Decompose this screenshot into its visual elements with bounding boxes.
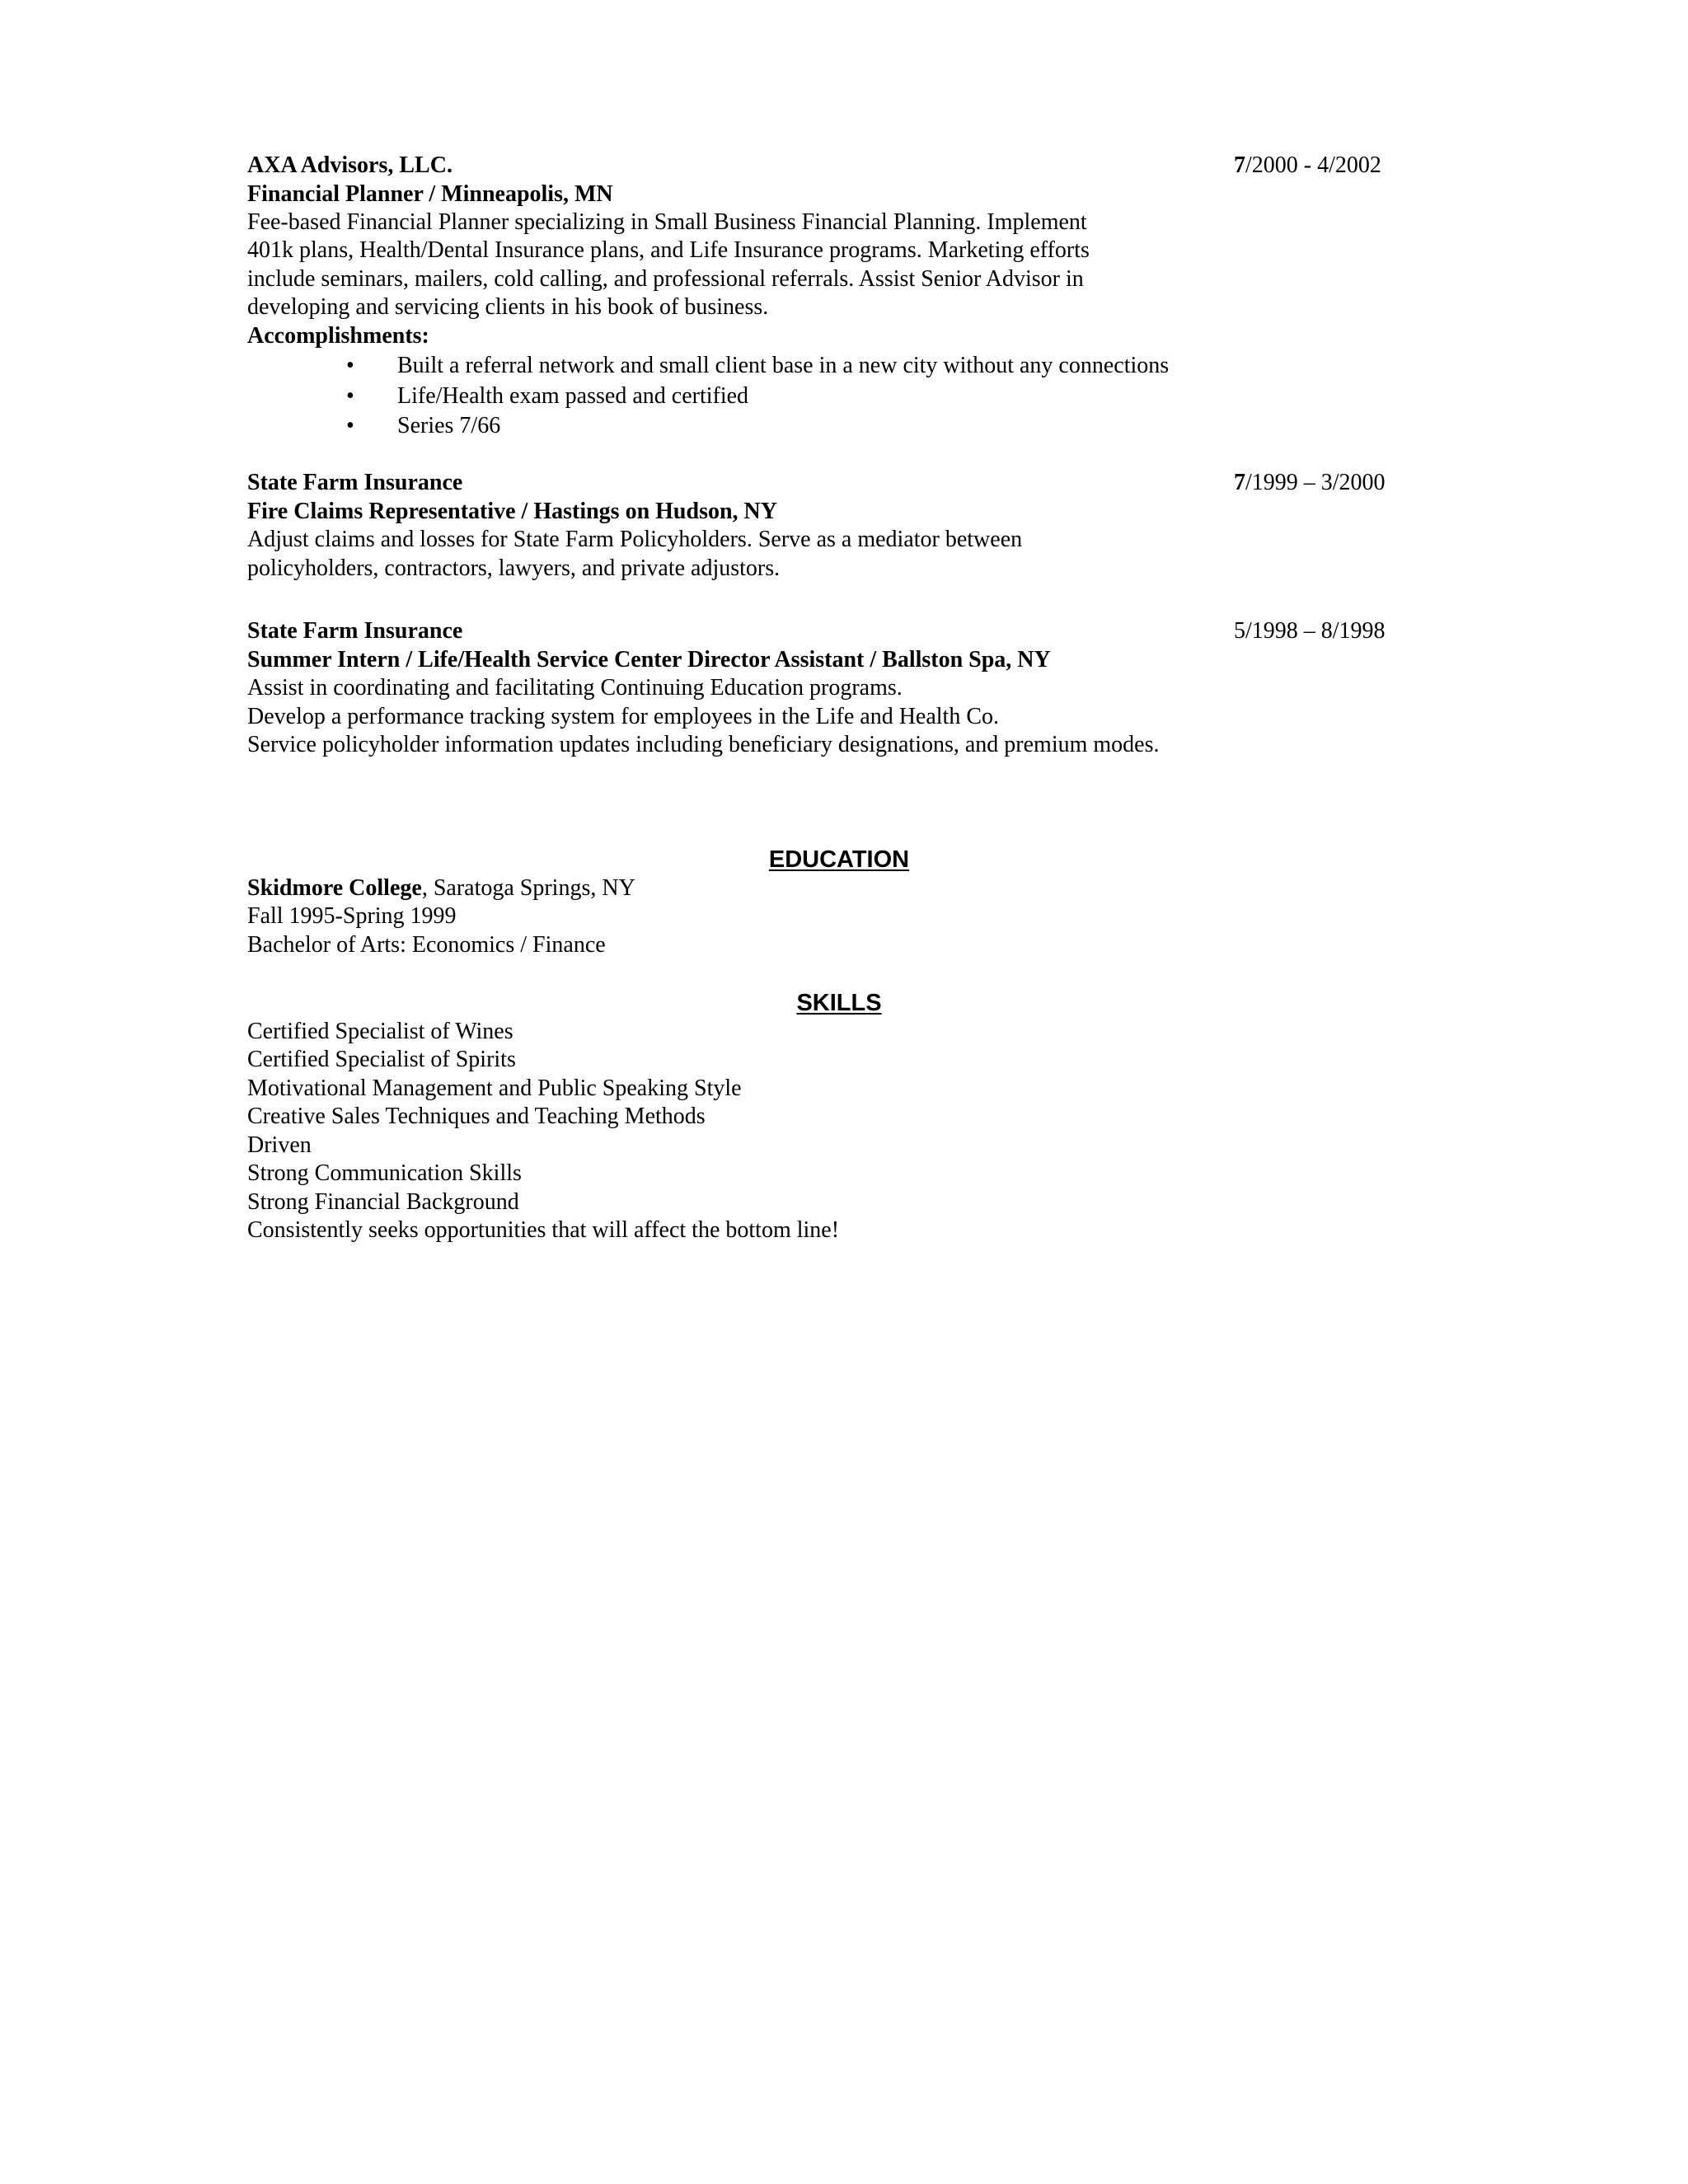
- school-name: Skidmore College: [247, 875, 422, 901]
- job-title: Fire Claims Representative / Hastings on Hudson, NY: [247, 499, 777, 524]
- job-description-line: Assist in coordinating and facilitating Continuing Education programs.: [247, 675, 903, 701]
- skill-item: Driven: [247, 1132, 312, 1158]
- job-company: State Farm Insurance: [247, 470, 463, 495]
- job-description-line: Service policyholder information updates including beneficiary designations, and premium modes.: [247, 732, 1160, 757]
- accomplishment-text: Life/Health exam passed and certified: [397, 383, 749, 409]
- skill-item: Certified Specialist of Spirits: [247, 1047, 516, 1072]
- accomplishments-label: Accomplishments:: [247, 323, 429, 349]
- job-title: Summer Intern / Life/Health Service Center Director Assistant / Ballston Spa, NY: [247, 647, 1051, 673]
- school-location: , Saratoga Springs, NY: [421, 875, 635, 901]
- skill-item: Strong Communication Skills: [247, 1160, 522, 1186]
- job-description-line: policyholders, contractors, lawyers, and private adjustors.: [247, 555, 781, 581]
- job-description-line: 401k plans, Health/Dental Insurance plans, and Life Insurance programs. Marketing efforts: [247, 237, 1090, 263]
- bullet-icon: •: [346, 353, 354, 378]
- skills-heading: SKILLS: [796, 990, 882, 1016]
- skill-item: Creative Sales Techniques and Teaching Methods: [247, 1104, 706, 1129]
- skill-item: Motivational Management and Public Speaking Style: [247, 1076, 742, 1101]
- education-heading: EDUCATION: [768, 846, 910, 873]
- job-description-line: include seminars, mailers, cold calling, and professional referrals. Assist Senior Advisor in: [247, 266, 1084, 292]
- job-date-range: /2000 - 4/2002: [1245, 152, 1381, 178]
- job-date: [1234, 154, 1381, 177]
- education-degree: Bachelor of Arts: Economics / Finance: [247, 932, 606, 958]
- accomplishment-text: Series 7/66: [397, 413, 501, 438]
- job-company: State Farm Insurance: [247, 618, 463, 644]
- job-description-line: Develop a performance tracking system for employees in the Life and Health Co.: [247, 704, 1000, 729]
- job-description-line: Adjust claims and losses for State Farm Policyholders. Serve as a mediator between: [247, 527, 1023, 552]
- job-date: 5/1998 – 8/1998: [1234, 618, 1386, 644]
- accomplishment-text: Built a referral network and small client base in a new city without any connections: [397, 353, 1170, 378]
- bullet-icon: •: [346, 383, 354, 409]
- job-title: Financial Planner / Minneapolis, MN: [247, 181, 613, 207]
- job-date-month: 7: [1234, 152, 1245, 178]
- job-date-range: /1999 – 3/2000: [1245, 470, 1386, 495]
- job-company: AXA Advisors, LLC.: [247, 152, 452, 178]
- education-school-line: [247, 877, 635, 900]
- skill-item: Consistently seeks opportunities that will affect the bottom line!: [247, 1217, 840, 1243]
- skill-item: Certified Specialist of Wines: [247, 1019, 513, 1044]
- job-date: [1234, 471, 1386, 494]
- job-date-month: 7: [1234, 470, 1245, 495]
- bullet-icon: •: [346, 413, 354, 438]
- skill-item: Strong Financial Background: [247, 1189, 519, 1215]
- education-dates: Fall 1995-Spring 1999: [247, 903, 457, 929]
- job-description-line: developing and servicing clients in his book of business.: [247, 294, 769, 320]
- job-description-line: Fee-based Financial Planner specializing in Small Business Financial Planning. Implement: [247, 209, 1087, 235]
